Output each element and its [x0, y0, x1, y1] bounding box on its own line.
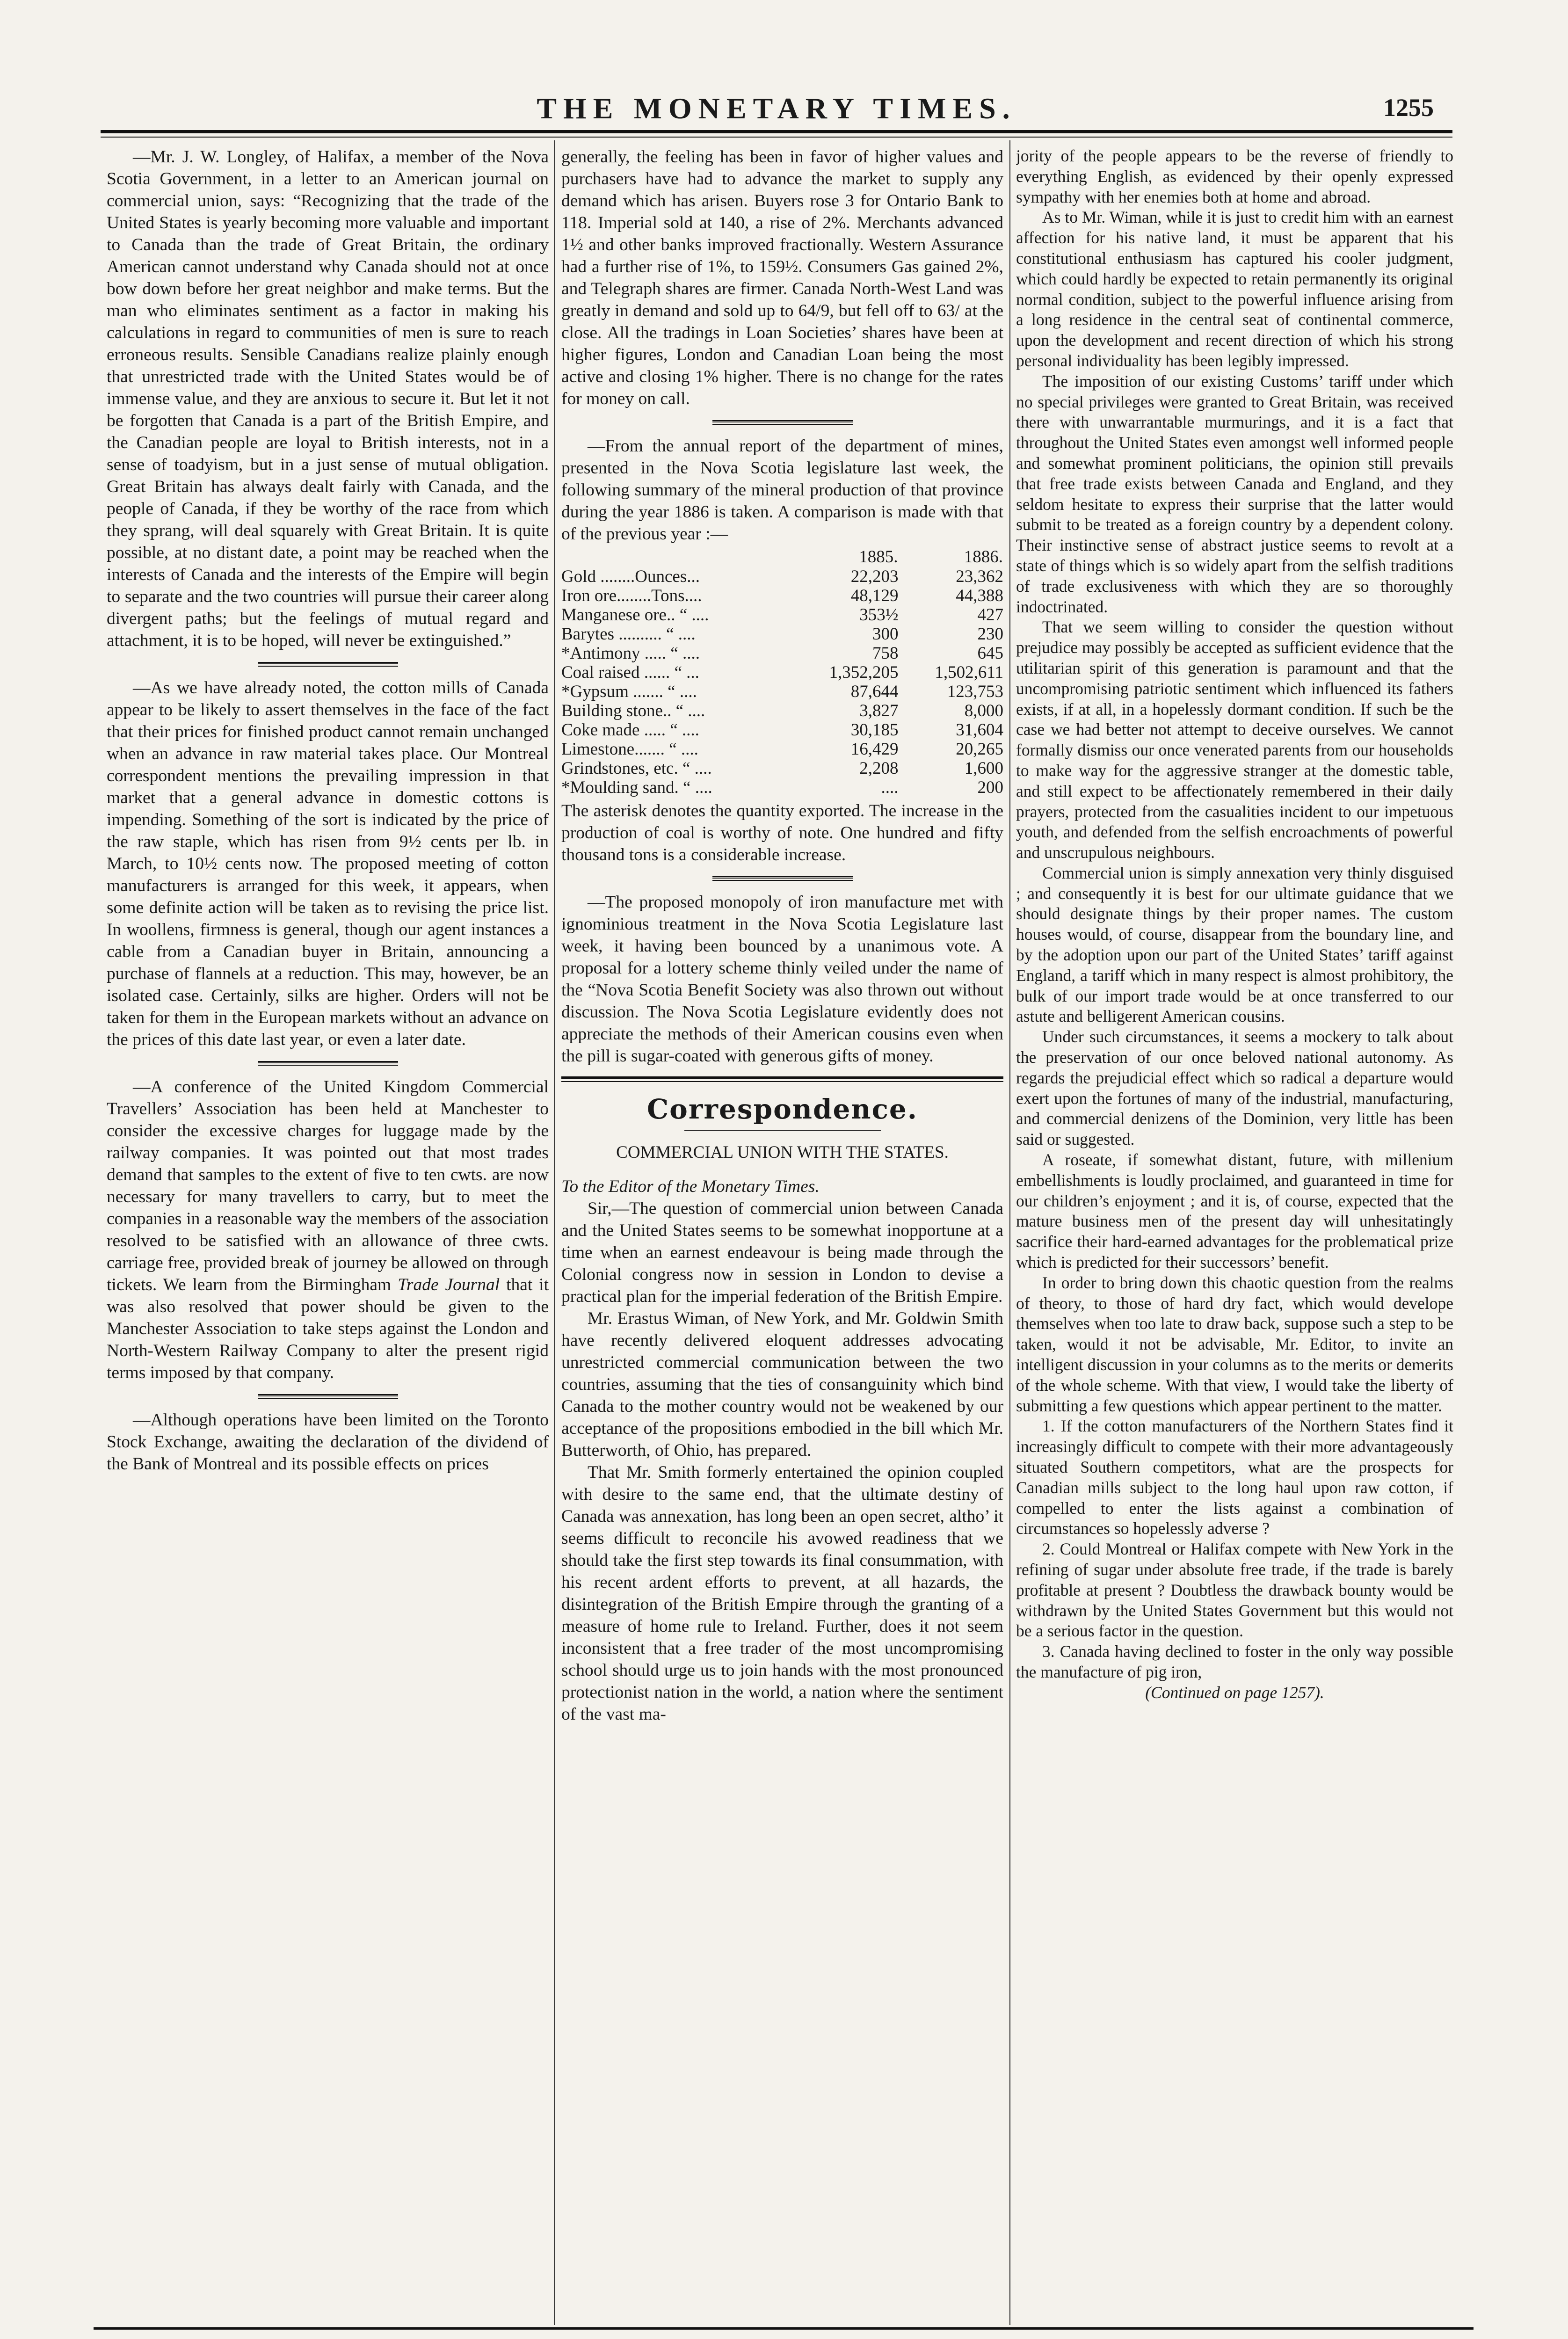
letter-paragraph: A roseate, if somewhat distant, future, with millenium embellishments is loudly proclaimed, and guaranteed in time for our children’s enjoyment ; and it is, of course, expected that the mature business men of the present day will unhesitatingly sacrifice their hard-earned advantages for the problematical prize which is predicted for their successors’ benefit. [1016, 1150, 1453, 1272]
separator [712, 420, 853, 425]
value-1885: 30,185 [850, 720, 899, 740]
mineral-name: *Antimony ..... “ .... [561, 644, 700, 663]
article-cotton-mills: —As we have already noted, the cotton mills of Canada appear to be likely to assert themselves in the face of the fact that their prices for finished product cannot remain unchanged when an advance in raw material takes place. Our Montreal correspondent mentions the prevailing impression in that market that a general advance in domestic cottons is impending. Something of the sort is indicated by the price of the raw staple, which has risen from 9½ cents per lb. in March, to 10½ cents now. The proposed meeting of cotton manufacturers is arranged for this week, it appears, when some definite action will be taken as to revising the price list. In woollens, firmness is general, though our agent instances a cable from a Canadian buyer in Britain, announcing a purchase of flannels at a reduction. This may, however, be an isolated case. Certainly, silks are higher. Orders will not be taken for them in the European markets without an advance on the prices of this date last year, or even a later date. [107, 678, 549, 1049]
table-row [561, 778, 1003, 797]
heading-rule [684, 1130, 881, 1131]
article-text: —A conference of the United Kingdom Commercial Travellers’ Association has been held at Manchester to consider the excessive charges for luggage made by the railway companies. It was pointed out that most trades demand that samples to the extent of five to ten cwts. are now necessary for many travellers to carry, but to meet the companies in a reasonable way the members of the association resolved to be satisfied with an allowance of three cwts. carriage free, provided break of journey be allowed on through tickets. We learn from the Birmingham [107, 1077, 549, 1294]
table-row [561, 720, 1003, 740]
value-1886: 427 [977, 605, 1003, 625]
mineral-name: Coke made ..... “ .... [561, 720, 699, 740]
value-1886: 31,604 [956, 720, 1003, 740]
value-1885: .... [881, 778, 899, 797]
article-iron-monopoly: —The proposed monopoly of iron manufacture met with ignominious treatment in the Nova Scotia Legislature last week, it having been bounced by a unanimous vote. A proposal for a lottery scheme thinly veiled under the name of the “Nova Scotia Benefit Society was also thrown out without discussion. The Nova Scotia Legislature evidently does not appreciate the methods of their American cousins even when the pill is sugar-coated with generous gifts of money. [561, 893, 1003, 1066]
mineral-name: *Gypsum ....... “ .... [561, 682, 697, 701]
mineral-name: Limestone....... “ .... [561, 740, 698, 759]
letter-paragraph: Commercial union is simply annexation very thinly disguised ; and consequently it is best for our ultimate guidance that we should designate things by their proper names. The custom houses would, of course, disappear from the boundary line, and by the adoption upon our part of the United States’ tariff against England, a tariff which in many respect is almost prohibitory, the bulk of our import trade would be at once transferred to our astute and belligerent American cousins. [1016, 863, 1453, 1026]
letter-paragraph: jority of the people appears to be the reverse of friendly to everything English, as evidenced by their openly expressed sympathy with her enemies both at home and abroad. [1016, 146, 1453, 206]
article-text: that it was also resolved that power should be given to the Manchester Association to take steps against the London and North-Western Railway Company to alter the present rigid terms imposed by that company. [107, 1275, 549, 1382]
masthead [101, 91, 1452, 124]
masthead-rule [101, 130, 1452, 133]
column-3 [1016, 146, 1453, 2321]
table-row [561, 701, 1003, 720]
article-stock-exchange-cont: generally, the feeling has been in favor of higher values and purchasers have had to advance the market to supply any demand which has arisen. Buyers rose 3 for Ontario Bank to 118. Imperial sold at 140, a rise of 2%. Merchants advanced 1½ and other banks improved fractionally. Western Assurance had a further rise of 1%, to 159½. Consumers Gas gained 2%, and Telegraph shares are firmer. Canada North-West Land was greatly in demand and sold up to 64/9, but fell off to 63/ at the close. All the tradings in Loan Societies’ shares have been at higher figures, London and Canadian Loan being the most active and closing 1% higher. There is no change for the rates for money on call. [561, 147, 1003, 408]
value-1885: 22,203 [850, 567, 899, 586]
table-row [561, 625, 1003, 644]
table-row [561, 567, 1003, 586]
letter-paragraph: The imposition of our existing Customs’ tariff under which no special privileges were granted to Great Britain, was received there with unwarrantable murmurings, and it is a fact that throughout the United States even amongst well informed people and somewhat prominent politicians, the opinion still prevails that free trade exists between Canada and England, and they seldom hesitate to express their surprise that the latter would submit to be treated as a foreign country by a dependent colony. Their instinctive sense of abstract justice seems to revolt at a state of things which is so widely apart from the selfish traditions of trade exclusiveness with which they are so thoroughly indoctrinated. [1016, 371, 1453, 616]
article-commercial-travellers [107, 1076, 549, 1384]
value-1885: 1,352,205 [829, 663, 899, 682]
letter-paragraph: Mr. Erastus Wiman, of New York, and Mr. Goldwin Smith have recently delivered eloquent addresses advocating unrestricted commercial communication between the two countries, assuming that the ties of consanguinity which bind Canada to the mother country would not be weakened by our acceptance of the propositions embodied in the bill which Mr. Butterworth, of Ohio, has prepared. [561, 1309, 1003, 1460]
value-1885: 3,827 [859, 701, 899, 720]
table-row [561, 586, 1003, 605]
mineral-name: *Moulding sand. “ .... [561, 778, 712, 797]
column-1 [107, 146, 549, 2321]
table-row [561, 740, 1003, 759]
mineral-name: Grindstones, etc. “ .... [561, 759, 712, 778]
article-longley: —Mr. J. W. Longley, of Halifax, a member of the Nova Scotia Government, in a letter to an American journal on commercial union, says: “Recognizing that the trade of the United States is yearly becoming more valuable and important to Canada than the trade of Great Britain, the ordinary American cannot understand why Canada should not at once bow down before her great neighbor and make terms. But the man who eliminates sentiment as a factor in making his calculations in regard to communities of men is sure to reach erroneous results. Sensible Canadians realize plainly enough that unrestricted trade with the United States would be of immense value, and they are anxious to secure it. But let it not be forgotten that Canada is a part of the British Empire, and the Canadian people are loyal to British interests, not in a sense of toadyism, but in a just sense of mutual obligation. Great Britain has always dealt fairly with Canada, and the people of Canada, if they be worthy of the race from which they sprang, will deal squarely with Great Britain. It is quite possible, at no distant date, a point may be reached when the interests of Canada and the interests of the Empire will begin to separate and the two countries will pursue their career along divergent paths; but the feelings of mutual regard and attachment, it is to be hoped, will never be extinguished.” [107, 147, 549, 650]
correspondence-heading: Correspondence. [647, 1093, 918, 1125]
column-divider-2 [1009, 140, 1010, 2325]
column-divider-1 [554, 140, 555, 2325]
separator [258, 1061, 398, 1066]
journal-title: Trade Journal [398, 1275, 500, 1294]
value-1886: 23,362 [956, 567, 1003, 586]
value-1886: 230 [977, 625, 1003, 644]
letter-question: 3. Canada having declined to foster in the only way possible the manufacture of pig iron, [1016, 1642, 1453, 1681]
mineral-name: Building stone.. “ .... [561, 701, 705, 720]
table-row [561, 605, 1003, 625]
article-mines-report: —From the annual report of the department of mines, presented in the Nova Scotia legislature last week, the following summary of the mineral production of that province during the year 1886 is taken. A comparison is made with that of the previous year :— [561, 436, 1003, 544]
letter-question: 1. If the cotton manufacturers of the Northern States find it increasingly difficult to compete with their more advantageously situated Southern competitors, what are the prospects for Canadian mills subject to the long haul upon raw cotton, if compelled to enter the lists against a combination of circumstances so hopelessly adverse ? [1016, 1416, 1453, 1538]
table-row [561, 644, 1003, 663]
letter-question: 2. Could Montreal or Halifax compete with New York in the refining of sugar under absolute free trade, if the trade is barely profitable at present ? Doubtless the drawback bounty would be withdrawn by the United States Government but this would not be a serious factor in the question. [1016, 1540, 1453, 1641]
value-1885: 2,208 [859, 759, 899, 778]
mineral-name: Gold ........Ounces... [561, 567, 700, 586]
page-bottom-rule [94, 2327, 1474, 2330]
table-row [561, 682, 1003, 701]
separator [712, 876, 853, 881]
letter-paragraph: Sir,—The question of commercial union between Canada and the United States seems to be somewhat inopportune at a time when an earnest endeavour is being made through the Colonial congress now in session in London to devise a practical plan for the imperial federation of the British Empire. [561, 1199, 1003, 1306]
value-1886: 44,388 [956, 586, 1003, 605]
value-1885: 48,129 [850, 586, 899, 605]
separator [258, 662, 398, 667]
table-header-row [561, 547, 1003, 567]
letter-headline: COMMERCIAL UNION WITH THE STATES. [616, 1143, 949, 1162]
table-row [561, 663, 1003, 682]
mineral-name: Coal raised ...... “ ... [561, 663, 699, 682]
mineral-production-table [561, 547, 1003, 797]
value-1885: 300 [872, 625, 899, 644]
letter-paragraph: In order to bring down this chaotic question from the realms of theory, to those of hard dry fact, which would develope themselves when too late to draw back, suppose such a step to be taken, would it not be advisable, Mr. Editor, to invite an intelligent discussion in your columns as to the merits or demerits of the whole scheme. With that view, I would take the liberty of submitting a few questions which appear pertinent to the matter. [1016, 1273, 1453, 1415]
table-row [561, 759, 1003, 778]
masthead-rule-thin [101, 137, 1452, 138]
value-1886: 1,600 [964, 759, 1003, 778]
value-1885: 758 [872, 644, 899, 663]
letter-paragraph: That Mr. Smith formerly entertained the opinion coupled with desire to the same end, that the ultimate destiny of Canada was annexation, has long been an open secret, altho’ it seems difficult to reconcile his avowed readiness that we should take the first step towards its final consummation, with his recent ardent efforts to prevent, at all hazards, the disintegration of the British Empire through the granting of a measure of home rule to Ireland. Further, does it not seem inconsistent that a free trader of the most uncompromising school should urge us to join hands with the most pronounced protectionist nation in the world, a nation where the sentiment of the vast ma- [561, 1463, 1003, 1724]
continued-note: (Continued on page 1257). [1145, 1683, 1324, 1702]
letter-paragraph: As to Mr. Wiman, while it is just to credit him with an earnest affection for his native land, it must be apparent that his constitutional enthusiasm has captured his cooler judgment, which could hardly be expected to retain permanently its original normal condition, subject to the powerful influence arising from a long residence in the central seat of continental commerce, upon the development and recent direction of which his strong personal individuality has been legibly impressed. [1016, 208, 1453, 370]
separator [258, 1394, 398, 1399]
table-header: 1885. [859, 547, 898, 567]
value-1885: 353½ [859, 605, 899, 625]
masthead-title: THE MONETARY TIMES. [537, 92, 1016, 125]
column-2 [561, 146, 1003, 2321]
mineral-name: Barytes .......... “ .... [561, 625, 696, 644]
mineral-name: Manganese ore.. “ .... [561, 605, 709, 625]
table-header: 1886. [964, 547, 1003, 567]
value-1885: 87,644 [850, 682, 899, 701]
section-rule [561, 1076, 1003, 1082]
page-number: 1255 [1383, 94, 1434, 122]
value-1886: 200 [977, 778, 1003, 797]
letter-paragraph: That we seem willing to consider the question without prejudice may possibly be accepted as sufficient evidence that the utilitarian spirit of this generation is paramount and that the uncompromising patriotic sentiment which influenced its fathers exists, if at all, in a hopelessly dormant condition. If such be the case we had better not attempt to deceive ourselves. We cannot formally dismiss our once venerated parents from our households to make way for the aggressive stranger at the domestic table, and still expect to be affectionately remembered in their daily prayers, protected from the casualities incident to our impetuous youth, and defended from the selfish encroachments of powerful and unscrupulous neighbours. [1016, 617, 1453, 862]
value-1886: 123,753 [947, 682, 1003, 701]
value-1886: 1,502,611 [935, 663, 1003, 682]
mineral-name: Iron ore........Tons.... [561, 586, 702, 605]
value-1886: 20,265 [956, 740, 1003, 759]
value-1886: 645 [977, 644, 1003, 663]
article-stock-exchange: —Although operations have been limited on the Toronto Stock Exchange, awaiting the declaration of the dividend of the Bank of Montreal and its possible effects on prices [107, 1410, 549, 1474]
value-1886: 8,000 [964, 701, 1003, 720]
letter-paragraph: Under such circumstances, it seems a mockery to talk about the preservation of our once beloved national autonomy. As regards the prejudicial effect which so radical a departure would exert upon the fortunes of many of the industrial, manufacturing, and commercial denizens of the Dominion, very little has been said or suggested. [1016, 1027, 1453, 1149]
value-1885: 16,429 [850, 740, 899, 759]
article-mines-note: The asterisk denotes the quantity exported. The increase in the production of coal is worthy of note. One hundred and fifty thousand tons is a considerable increase. [561, 801, 1003, 864]
letter-salutation: To the Editor of the Monetary Times. [561, 1177, 820, 1196]
